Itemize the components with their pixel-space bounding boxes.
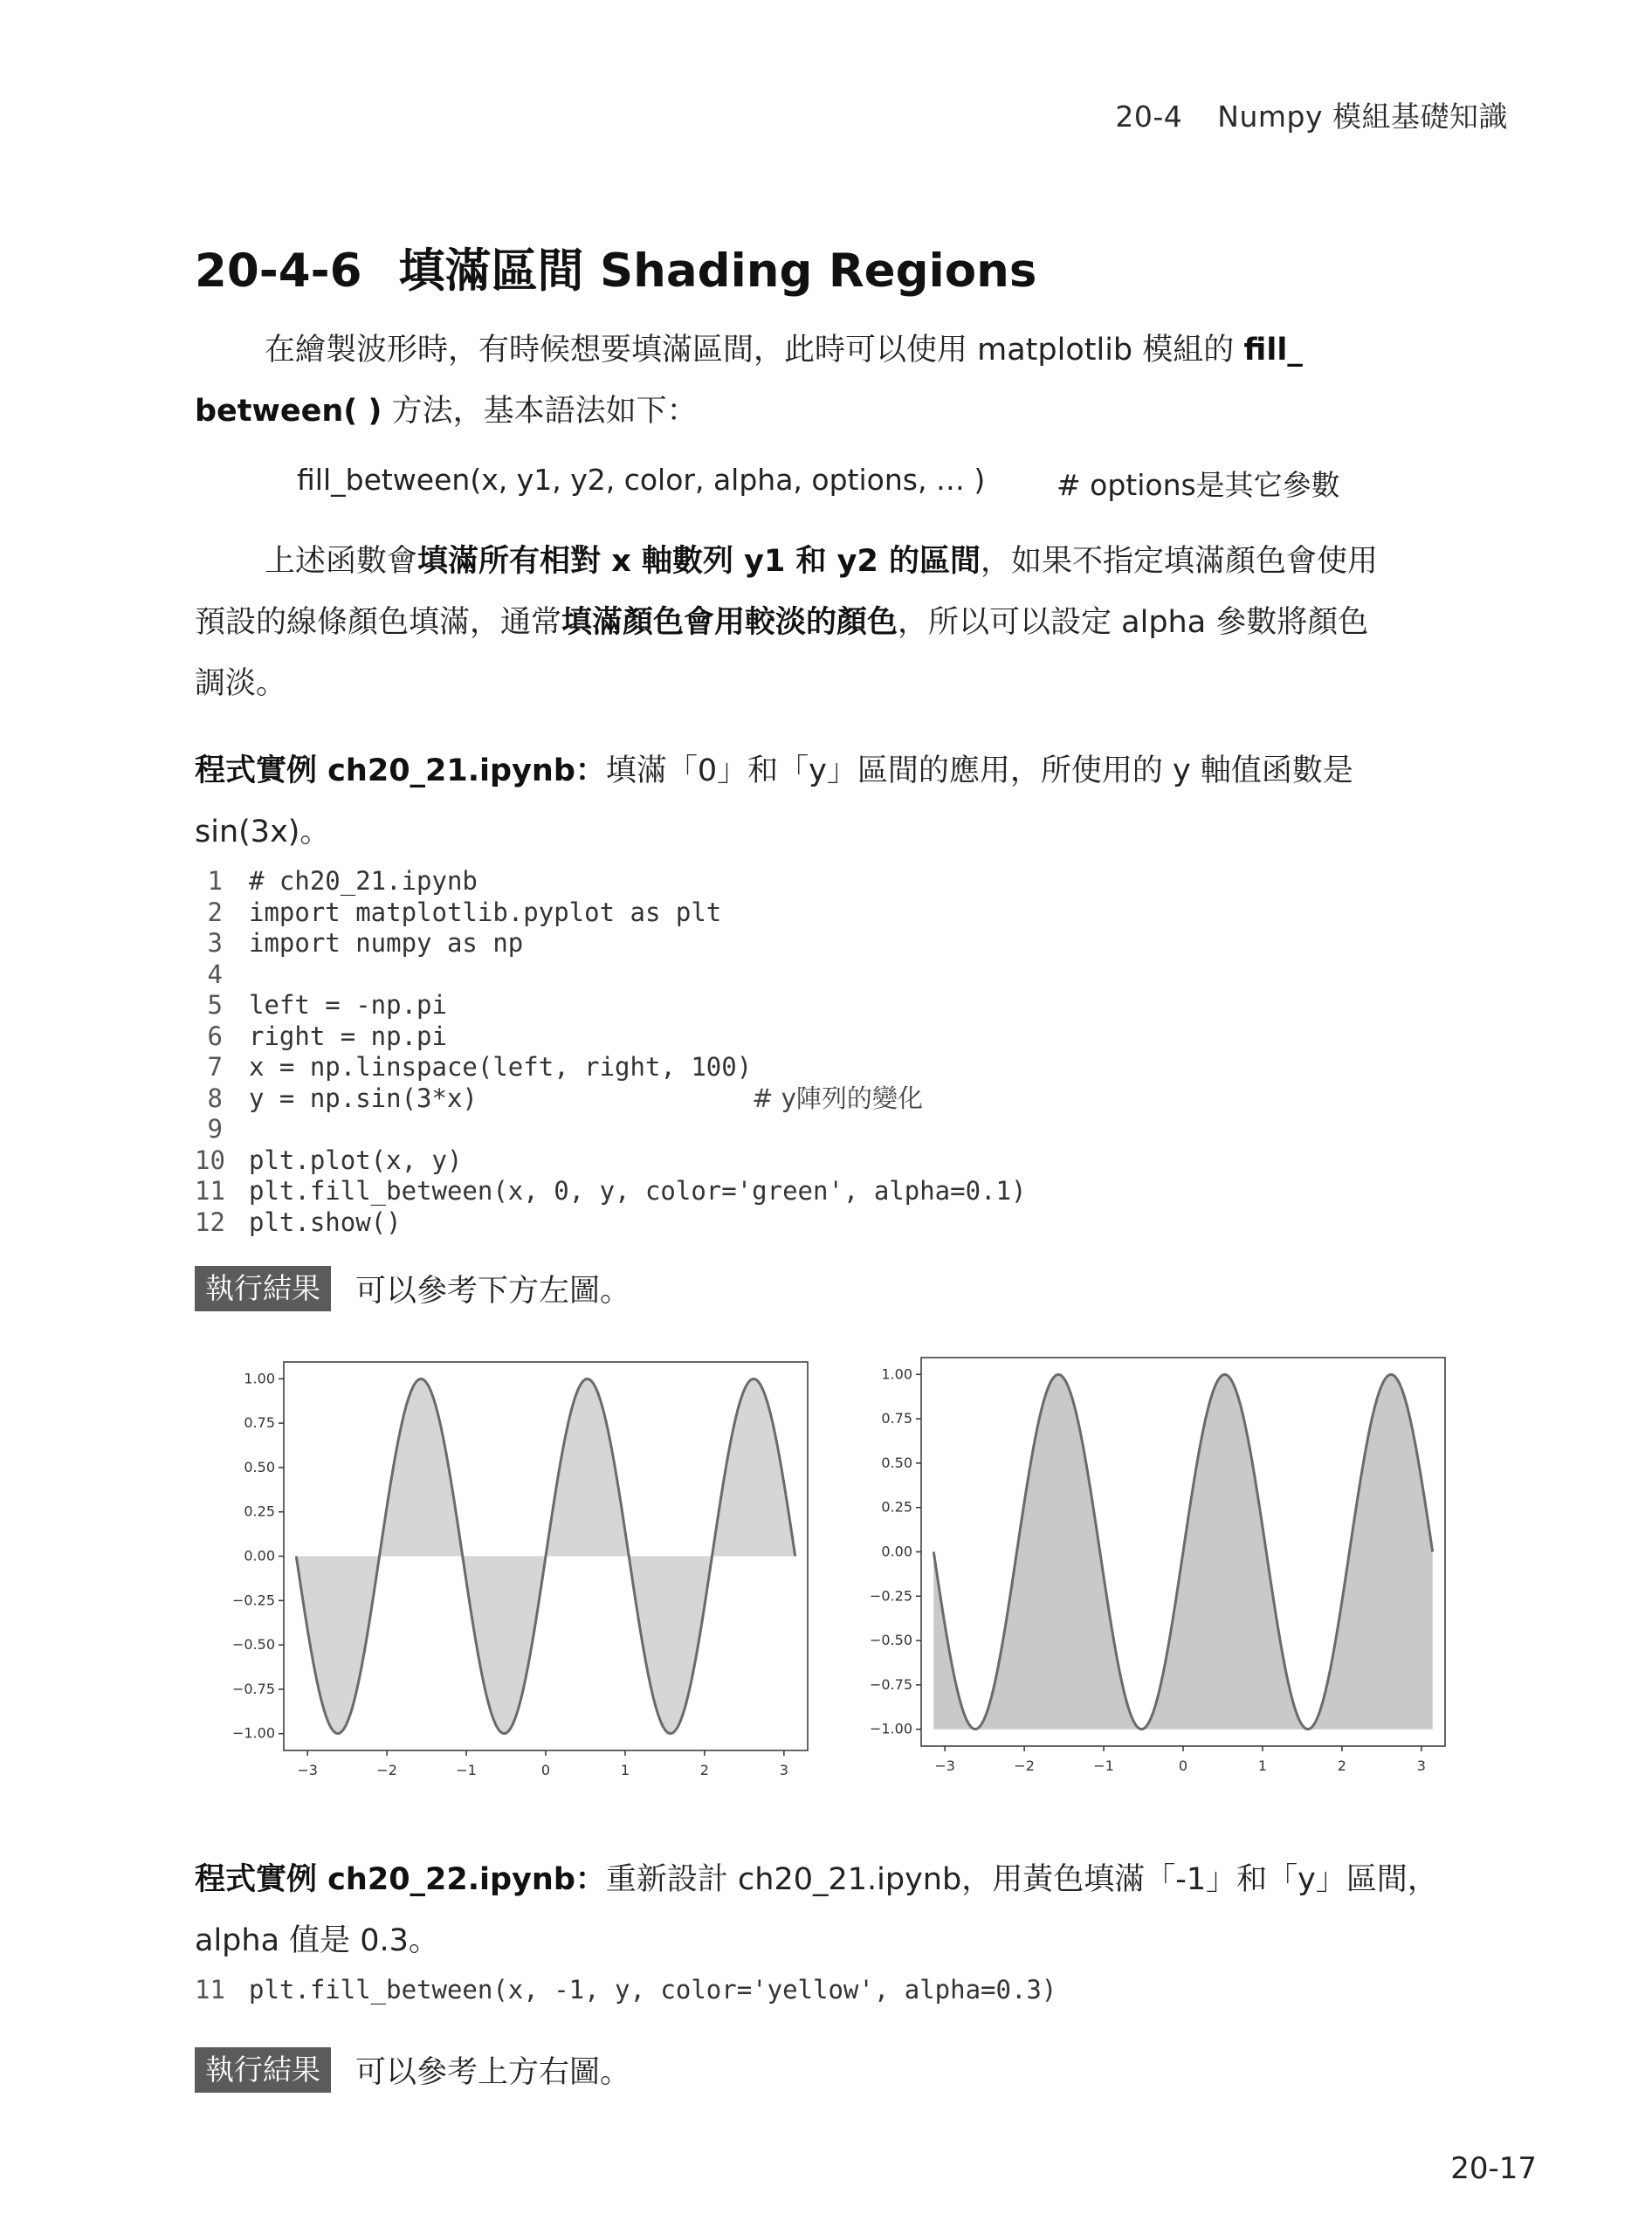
explain-text-1: 上述函數會: [265, 544, 418, 579]
running-header: [1115, 94, 1508, 135]
y-tick-label: 0.75: [244, 1414, 275, 1432]
intro-bold-1: fill_: [1243, 333, 1303, 368]
intro-bold-2: between( ): [195, 394, 382, 429]
code-line: [195, 959, 1026, 991]
line-number: 3: [207, 928, 223, 958]
y-tick-label: 0.75: [881, 1410, 912, 1427]
result-2: [195, 2047, 630, 2093]
code-comment: # y陣列的變化: [752, 1083, 923, 1113]
y-tick-label: −0.25: [869, 1587, 912, 1605]
code-block-1: [195, 866, 1026, 1238]
code-line: [195, 1052, 1026, 1083]
result-1-text: 可以參考下方左圖。: [355, 1274, 631, 1309]
code-block-2: [195, 1975, 1057, 2006]
example-1-text-2: sin(3x)。: [195, 815, 331, 849]
example-2-text-2: alpha 值是 0.3。: [195, 1923, 439, 1958]
code-line: [195, 1114, 1026, 1145]
example-1-label: 程式實例 ch20_21.ipynb：: [195, 753, 606, 788]
code-text: plt.fill_between(x, 0, y, color='green', alpha=0.1): [249, 1176, 1027, 1206]
code-line: [195, 990, 1026, 1021]
chart-fill-minus-one: [847, 1349, 1484, 1803]
chart-fill-zero: [210, 1353, 847, 1807]
explain-text-2: ，如果不指定填滿顏色會使用: [981, 544, 1379, 579]
x-tick-label: 2: [699, 1762, 709, 1778]
x-tick-label: 3: [779, 1762, 788, 1778]
line-number: 5: [207, 990, 223, 1020]
code-line: [195, 866, 1026, 897]
y-tick-label: 1.00: [881, 1365, 912, 1383]
y-tick-label: −0.50: [231, 1636, 275, 1654]
result-2-label: 執行結果: [195, 2047, 331, 2093]
x-tick-label: 1: [1257, 1757, 1268, 1774]
x-tick-label: 3: [1416, 1757, 1426, 1774]
example-1-text: 填滿「0」和「y」區間的應用，所使用的 y 軸值函數是: [605, 753, 1353, 788]
explain-bold-1: 填滿所有相對 x 軸數列 y1 和 y2 的區間: [417, 544, 981, 579]
explain-bold-2: 填滿顏色會用較淡的顏色: [561, 605, 898, 640]
code-text: left = -np.pi: [249, 990, 447, 1020]
code-line: [195, 1083, 1026, 1115]
code-text: plt.plot(x, y): [249, 1145, 463, 1175]
line-number: 2: [207, 897, 223, 927]
y-tick-label: −1.00: [869, 1720, 912, 1737]
syntax-line: [297, 463, 1340, 502]
code-line: [195, 1176, 1026, 1207]
section-heading: 填滿區間 Shading Regions: [398, 244, 1037, 298]
y-tick-label: 1.00: [244, 1370, 275, 1387]
x-tick-label: −2: [376, 1762, 397, 1778]
explain-text-3: 預設的線條顏色填滿，通常: [195, 605, 562, 640]
y-tick-label: −0.75: [869, 1675, 912, 1693]
x-tick-label: −1: [456, 1762, 477, 1778]
code-line: [195, 1975, 1057, 2006]
code-text: plt.fill_between(x, -1, y, color='yellow', alpha=0.3): [249, 1975, 1057, 2005]
syntax-call: fill_between(x, y1, y2, color, alpha, options, … ): [297, 463, 986, 497]
code-text: import matplotlib.pyplot as plt: [249, 897, 722, 927]
x-tick-label: −1: [1093, 1757, 1114, 1774]
line-number: 12: [195, 1207, 225, 1237]
x-tick-label: −3: [934, 1757, 955, 1774]
x-tick-label: 0: [1178, 1757, 1188, 1774]
explain-text-5: 調淡。: [195, 666, 287, 701]
line-number: 11: [195, 1975, 225, 2005]
code-text: # ch20_21.ipynb: [249, 866, 478, 896]
x-tick-label: 1: [620, 1762, 630, 1778]
y-tick-label: 0.50: [881, 1454, 912, 1471]
result-2-text: 可以參考上方右圖。: [355, 2055, 631, 2090]
result-1: [195, 1266, 630, 1311]
y-tick-label: −0.75: [231, 1680, 275, 1697]
page-number: 20-17: [1450, 2151, 1537, 2186]
syntax-comment: # options是其它參數: [1057, 468, 1340, 502]
line-number: 7: [207, 1052, 223, 1082]
x-tick-label: −2: [1014, 1757, 1035, 1774]
line-number: 1: [207, 866, 223, 896]
code-text: import numpy as np: [249, 928, 524, 958]
code-line: [195, 1021, 1026, 1053]
explain-paragraph: [195, 531, 1504, 714]
intro-text-1: 在繪製波形時，有時候想要填滿區間，此時可以使用 matplotlib 模組的: [265, 333, 1244, 368]
example-2: [195, 1849, 1504, 1971]
y-tick-label: −1.00: [231, 1724, 275, 1742]
y-tick-label: −0.50: [869, 1632, 912, 1649]
x-tick-label: −3: [297, 1762, 318, 1778]
header-chapter: 20-4: [1115, 100, 1183, 134]
line-number: 4: [207, 959, 223, 989]
code-line: [195, 897, 1026, 929]
code-line: [195, 1145, 1026, 1177]
code-text: x = np.linspace(left, right, 100): [249, 1052, 753, 1082]
result-1-label: 執行結果: [195, 1266, 331, 1311]
code-text: plt.show(): [249, 1207, 402, 1237]
code-text: y = np.sin(3*x): [249, 1083, 753, 1113]
example-2-label: 程式實例 ch20_22.ipynb：: [195, 1862, 606, 1897]
x-tick-label: 2: [1337, 1757, 1346, 1774]
y-tick-label: 0.00: [244, 1547, 275, 1564]
header-title: Numpy 模組基礎知識: [1217, 100, 1508, 134]
explain-text-4: ，所以可以設定 alpha 參數將顏色: [898, 605, 1369, 640]
line-number: 9: [207, 1114, 223, 1144]
y-tick-label: 0.50: [244, 1458, 275, 1475]
example-1: [195, 740, 1504, 863]
section-title: [195, 234, 1036, 300]
section-number: 20-4-6: [195, 244, 362, 298]
y-tick-label: 0.00: [881, 1543, 912, 1560]
code-text: right = np.pi: [249, 1021, 447, 1051]
example-2-text: 重新設計 ch20_21.ipynb，用黃色填滿「-1」和「y」區間，: [605, 1862, 1438, 1897]
intro-paragraph: [195, 320, 1504, 442]
code-line: [195, 928, 1026, 959]
y-tick-label: 0.25: [881, 1498, 912, 1516]
intro-text-2: 方法，基本語法如下：: [382, 394, 698, 429]
line-number: 8: [207, 1083, 223, 1113]
y-tick-label: 0.25: [244, 1503, 275, 1520]
code-line: [195, 1207, 1026, 1239]
y-tick-label: −0.25: [231, 1592, 275, 1609]
line-number: 11: [195, 1176, 225, 1206]
line-number: 10: [195, 1145, 225, 1175]
x-tick-label: 0: [540, 1762, 551, 1778]
line-number: 6: [207, 1021, 223, 1051]
